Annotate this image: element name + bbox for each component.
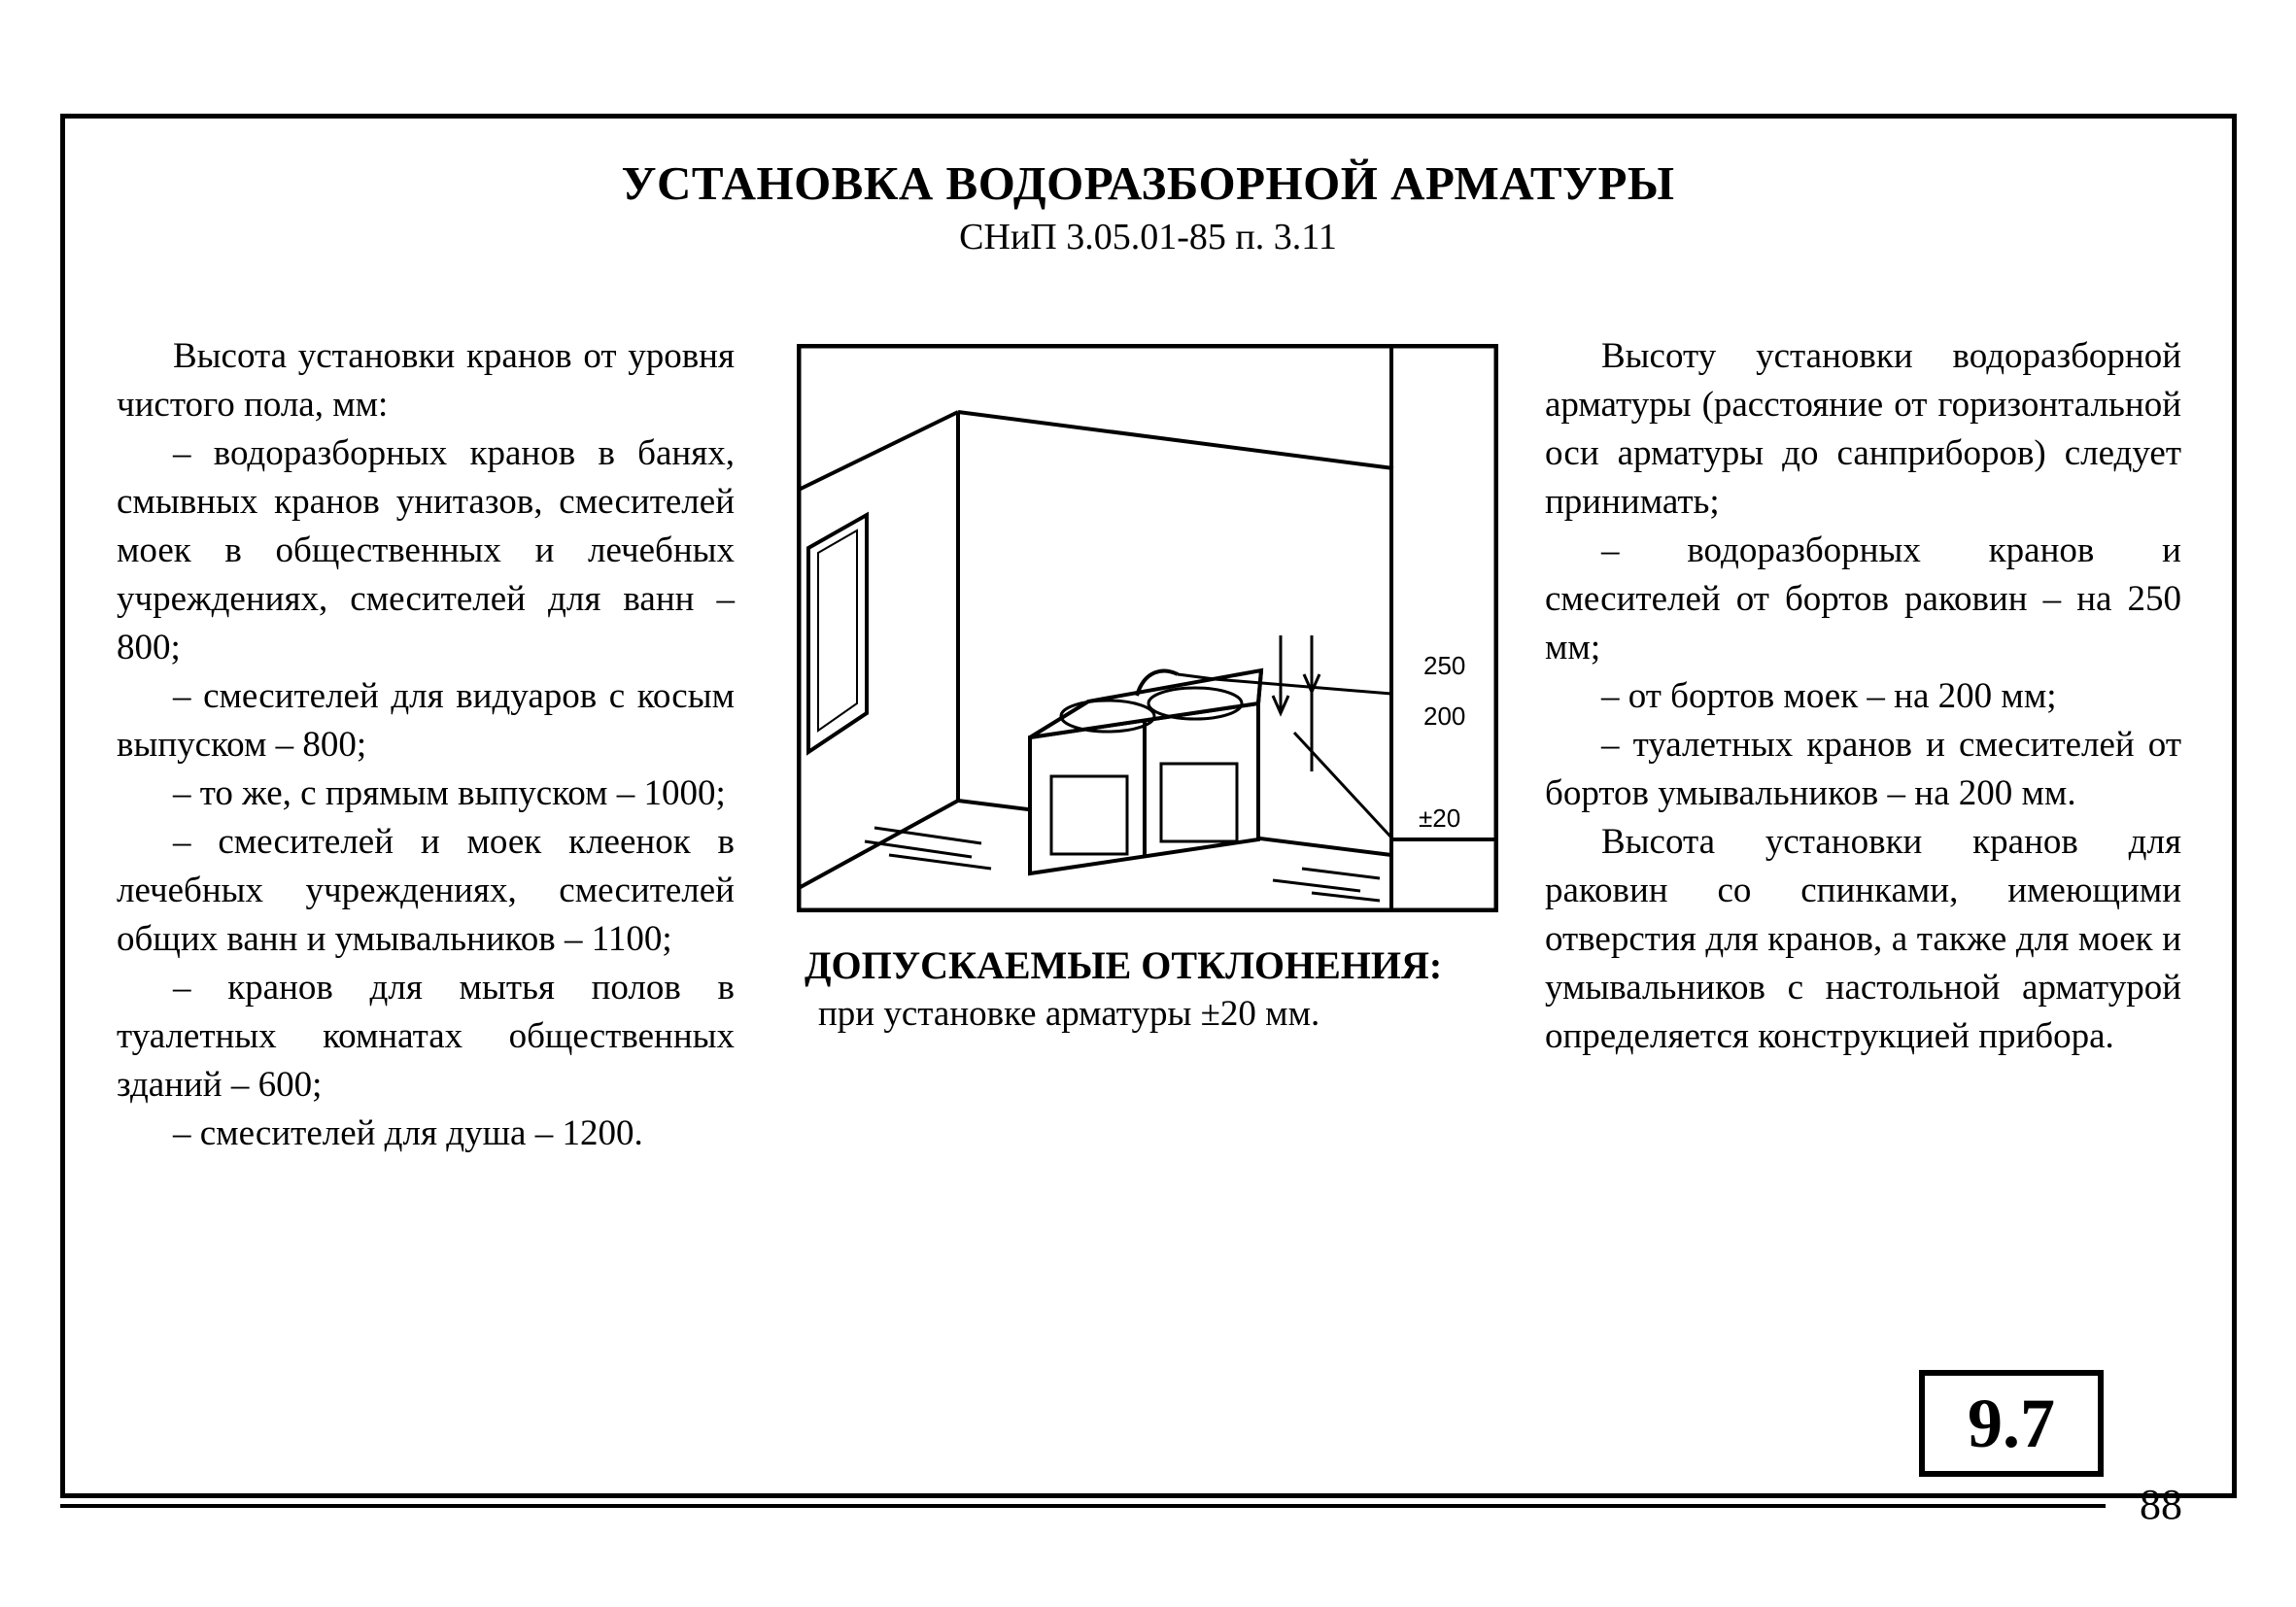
deviations-heading: ДОПУСКАЕМЫЕ ОТКЛОНЕНИЯ:: [805, 943, 1443, 987]
left-paragraph: – смесителей для душа – 1200.: [173, 1113, 643, 1153]
sink-installation-drawing: [797, 344, 1498, 912]
left-paragraph: Высота установки кранов от уровня чистого пола, мм:: [117, 336, 735, 425]
page-subtitle: СНиП 3.05.01-85 п. 3.11: [959, 217, 1337, 257]
dimension-200-label: 200: [1423, 701, 1466, 731]
page-title: УСТАНОВКА ВОДОРАЗБОРНОЙ АРМАТУРЫ: [621, 156, 1675, 210]
right-paragraph: Высота установки кранов для раковин со спинками, имеющими отверстия для кранов, а также для моек и умывальников с настольной арматурой определяется конструкцией прибора.: [1545, 822, 2181, 1056]
right-paragraph: – от бортов моек – на 200 мм;: [1601, 676, 2057, 716]
section-number-badge: 9.7: [1919, 1370, 2104, 1477]
right-paragraph: – туалетных кранов и смесителей от бортов умывальников – на 200 мм.: [1545, 725, 2181, 813]
left-paragraph: – смесителей и моек клеенок в лечебных учреждениях, смесителей общих ванн и умывальников – 1100;: [117, 822, 735, 959]
left-paragraph: – водоразборных кранов в банях, смывных кранов унитазов, смесителей моек в общественных и лечебных учреждениях, смесителей для ванн – 800;: [117, 433, 735, 667]
left-paragraph: – кранов для мытья полов в туалетных комнатах общественных зданий – 600;: [117, 968, 735, 1105]
left-paragraph: – смесителей для видуаров с косым выпуском – 800;: [117, 676, 735, 765]
deviations-text: при установке арматуры ±20 мм.: [818, 994, 1320, 1034]
right-paragraph: Высоту установки водоразборной арматуры (расстояние от горизонтальной оси арматуры до санприборов) следует принимать;: [1545, 336, 2181, 522]
dimension-tolerance-label: ±20: [1419, 804, 1461, 833]
left-paragraph: – то же, с прямым выпуском – 1000;: [173, 773, 726, 813]
bottom-rule: [60, 1504, 2106, 1508]
left-column: [117, 332, 735, 1158]
dimension-250-label: 250: [1423, 651, 1466, 680]
right-column: [1545, 332, 2181, 1061]
right-paragraph: – водоразборных кранов и смесителей от бортов раковин – на 250 мм;: [1545, 530, 2181, 667]
page-number: 88: [2140, 1481, 2182, 1528]
